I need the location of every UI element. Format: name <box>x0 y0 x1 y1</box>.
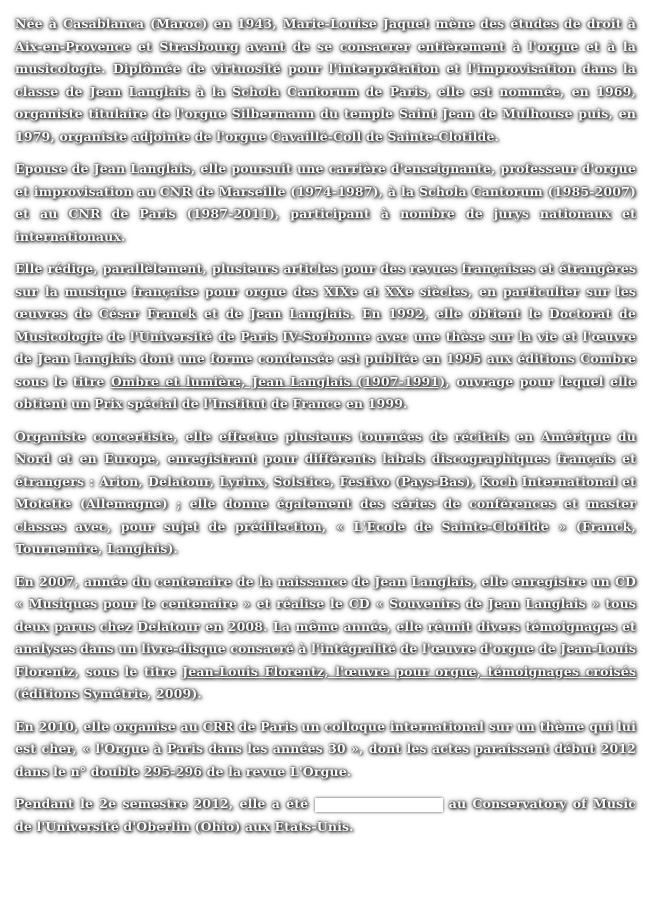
paragraph-teaching: Epouse de Jean Langlais, elle poursuit une carrière d'enseignante, professeur d'orgue et improvisation au CNR de Marseille (1974-1987), à la Schola Cantorum (1985-2007) et au CNR de Paris (1987-2011), participant à nombre de jurys nationaux et internationaux. <box>15 161 636 244</box>
paragraph-oberlin <box>15 793 636 838</box>
paragraph-colloquium: En 2010, elle organise au CRR de Paris un colloque international sur un thème qui lui est cher, « l'Orgue à Paris dans les années 30 », dont les actes paraissent début 2012 dans le n° double 295-296 de la revue L'Orgue. <box>15 718 636 779</box>
florentz-book-link[interactable]: Jean-Louis Florentz, l'œuvre pour orgue, témoignages croisés <box>182 663 637 679</box>
paragraph-centenary-text: En 2007, année du centenaire de la naissance de Jean Langlais, elle enregistre un CD « Musiques pour le centenaire » et réalise le CD « Souvenirs de Jean Langlais » tous deux parus chez Delatour en 2008. La même année, elle réunit divers témoignages et analyses dans un livre-disque consacré à l'intégralité de l'œuvre d'orgue de Jean-Louis Florentz, sous le titre <box>15 573 636 679</box>
paragraph-research-tail: , ouvrage pour lequel elle obtient un Prix spécial de l'Institut de France en 1999. <box>15 373 636 411</box>
book-title-link[interactable]: Ombre et lumière, Jean Langlais (1907-1991) <box>110 373 446 389</box>
paragraph-research-text: Elle rédige, parallèlement, plusieurs articles pour des revues françaises et étrangères sur la musique française pour orgue des XIXe et XXe siècles, en particulier sur les œuvres de César Franck et de Jean Langlais. En 1992, elle obtient le Doctorat de Musicologie de l'Université de Paris IV-Sorbonne avec une thèse sur la vie et l'œuvre de Jean Langlais dont une forme condensée est publiée en 1995 aux éditions Combre sous le titre <box>15 261 636 389</box>
paragraph-oberlin-text: Pendant le 2e semestre 2012, elle a été <box>15 796 315 811</box>
paragraph-birth: Née à Casablanca (Maroc) en 1943, Marie-Louise Jaquet mène des études de droit à Aix-en-Provence et Strasbourg avant de se consacrer entièrement à l'orgue et à la musicologie. Diplômée de virtuosité pour l'interprétation et l'improvisation dans la classe de Jean Langlais à la Schola Cantorum de Paris, elle est nommée, en 1969, organiste titulaire de l'orgue Silbermann du temple Saint Jean de Mulhouse puis, en 1979, organiste adjointe de l'orgue Cavaillé-Coll de Sainte-Clotilde. <box>15 16 636 144</box>
paragraph-concerts: Organiste concertiste, elle effectue plusieurs tournées de récitals en Amérique du Nord et en Europe, enregistrant pour différents labels discographiques français et étrangers : Arion, Delatour, Lyrinx, Solstice, Festivo (Pays-Bas), Koch International et Motette (Allemagne) ; elle donne également des séries de conférences et master classes avec, pour sujet de prédilection, « L'Ecole de Sainte-Clotilde » (Franck, Tournemire, Langlais). <box>15 428 636 556</box>
paragraph-centenary <box>15 571 636 706</box>
paragraph-centenary-tail: (éditions Symétrie, 2009). <box>15 686 202 701</box>
redacted-box <box>315 798 443 812</box>
paragraph-research <box>15 258 636 416</box>
paragraph-oberlin-tail: au Conservatory of Music de l'Université d'Oberlin (Ohio) aux Etats-Unis. <box>15 796 636 834</box>
biography-text <box>15 13 636 848</box>
